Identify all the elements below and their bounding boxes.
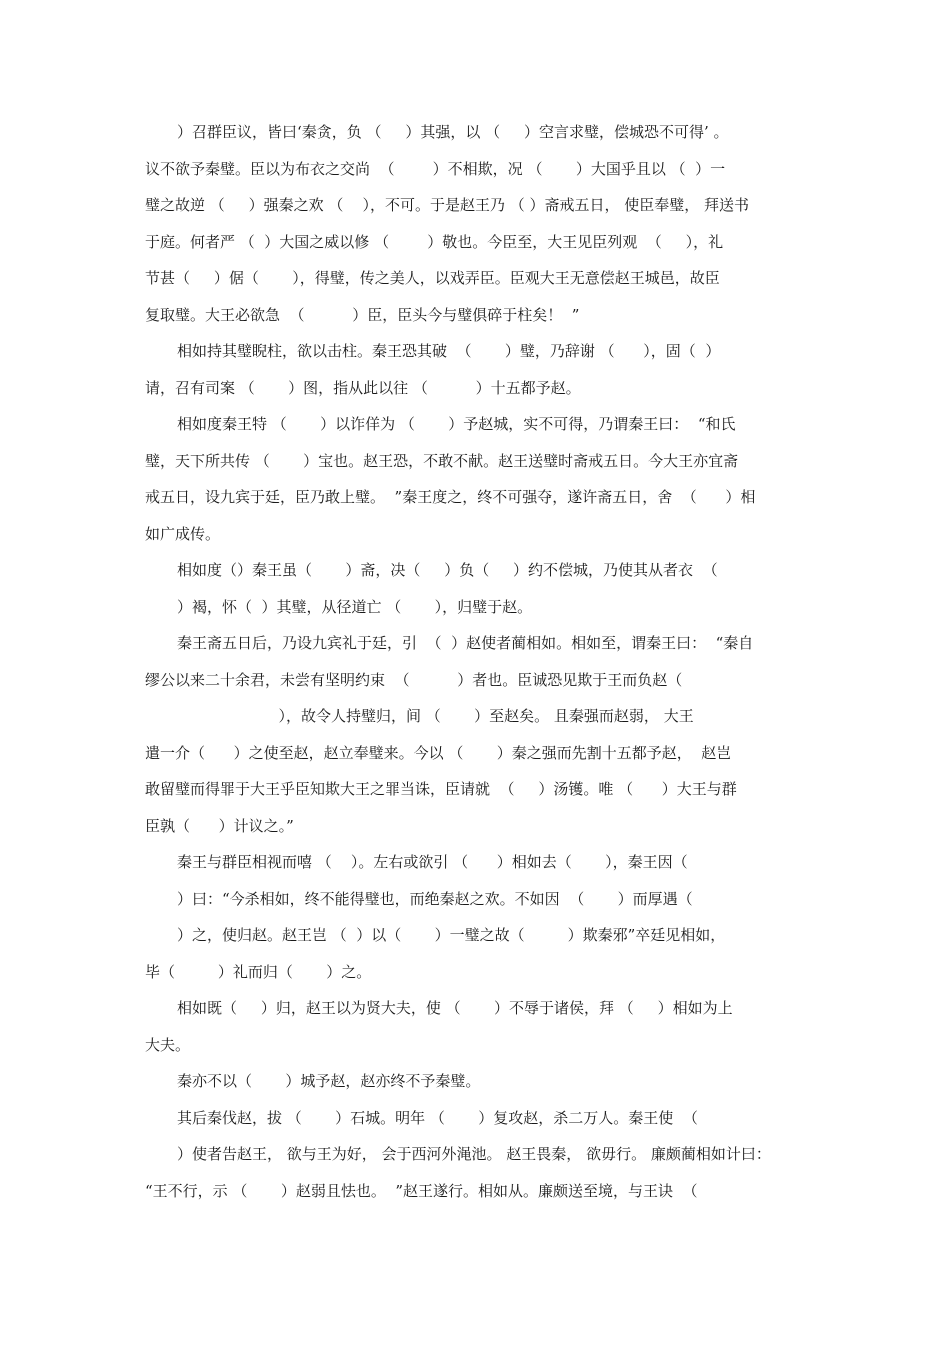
text-line: ）召群臣议，皆曰‘秦贪，负 （ ）其强，以 （ ）空言求璧，偿城恐不可得’ 。 xyxy=(177,123,729,141)
text-line: 如广成传。 xyxy=(145,524,221,543)
text-line: 于庭。何者严 （ ）大国之威以修 （ ）敬也。今臣至，大王见臣列观 （ ），礼 xyxy=(145,232,724,251)
text-line: 请，召有司案 （ ）图，指从此以往 （ ）十五都予赵。 xyxy=(145,378,581,397)
text-line: 毕（ ）礼而归（ ）之。 xyxy=(145,962,372,981)
text-line: 璧，天下所共传 （ ）宝也。赵王恐，不敢不献。赵王送璧时斋戒五日。今大王亦宜斋 xyxy=(145,451,739,470)
text-line: “王不行，示 （ ）赵弱且怯也。 ”赵王遂行。相如从。廉颇送至境，与王诀 （ xyxy=(145,1181,698,1200)
text-line: 相如度（）秦王虽（ ）斋，决（ ）负（ ）约不偿城，乃使其从者衣 （ xyxy=(177,561,718,579)
text-line: 大夫。 xyxy=(145,1035,191,1054)
text-line: 臣孰（ ）计议之。” xyxy=(145,816,294,835)
text-line: 相如度秦王特 （ ）以诈佯为 （ ）予赵城，实不可得，乃谓秦王曰： “和氏 xyxy=(177,415,736,433)
text-line: ）褐，怀（ ）其璧，从径道亡 （ ），归璧于赵。 xyxy=(177,597,533,616)
text-line: ）使者告赵王， 欲与王为好， 会于西河外渑池。 赵王畏秦， 欲毋行。 廉颇蔺相如计曰： xyxy=(177,1145,771,1163)
text-line: 节甚（ ）倨（ ），得璧，传之美人，以戏弄臣。臣观大王无意偿赵王城邑，故臣 xyxy=(145,269,720,287)
text-line: 相如既（ ）归，赵王以为贤大夫，使 （ ）不辱于诸侯，拜 （ ）相如为上 xyxy=(177,999,733,1017)
text-line: ）之，使归赵。赵王岂 （ ）以（ ）一璧之故（ ）欺秦邪”卒廷见相如， xyxy=(177,926,726,944)
text-line: 议不欲予秦璧。臣以为布衣之交尚 （ ）不相欺，况 （ ）大国乎且以 （ ）一 xyxy=(145,159,726,178)
classical-chinese-passage xyxy=(145,114,810,1209)
text-line: 璧之故逆 （ ）强秦之欢 （ ），不可。于是赵王乃 （ ）斋戒五日， 使臣奉璧， 拜送书 xyxy=(145,196,750,214)
text-line: 其后秦伐赵，拔 （ ）石城。明年 （ ）复攻赵，杀二万人。秦王使 （ xyxy=(177,1108,698,1127)
text-line: 相如持其璧睨柱，欲以击柱。秦王恐其破 （ ）璧，乃辞谢 （ ），固（ ） xyxy=(177,342,721,360)
text-line: ）曰：“今杀相如，终不能得璧也，而绝秦赵之欢。不如因 （ ）而厚遇（ xyxy=(177,889,693,908)
text-line: 复取璧。大王必欲急 （ ）臣，臣头今与璧俱碎于柱矣！ ” xyxy=(145,305,580,324)
text-line: 遣一介（ ）之使至赵，赵立奉璧来。今以 （ ）秦之强而先割十五都予赵， 赵岂 xyxy=(145,743,732,762)
text-line: 秦王斋五日后，乃设九宾礼于廷，引 （ ）赵使者蔺相如。相如至，谓秦王曰： “秦自 xyxy=(177,634,754,652)
text-line: 秦亦不以（ ）城予赵，赵亦终不予秦璧。 xyxy=(177,1072,481,1090)
text-line: 敢留璧而得罪于大王乎臣知欺大王之罪当诛，臣请就 （ ）汤镬。唯 （ ）大王与群 xyxy=(145,780,737,798)
text-line: 戒五日，设九宾于廷，臣乃敢上璧。 ”秦王度之，终不可强夺，遂许斋五日，舍 （ ）相 xyxy=(145,488,756,506)
text-line: 秦王与群臣相视而嘻 （ ）。左右或欲引 （ ）相如去（ ），秦王因（ xyxy=(177,853,688,871)
text-line: ），故令人持璧归，间 （ ）至赵矣。 且秦强而赵弱， 大王 xyxy=(145,707,694,725)
text-line: 缪公以来二十余君，未尝有坚明约束 （ ）者也。臣诚恐见欺于王而负赵（ xyxy=(145,670,683,689)
